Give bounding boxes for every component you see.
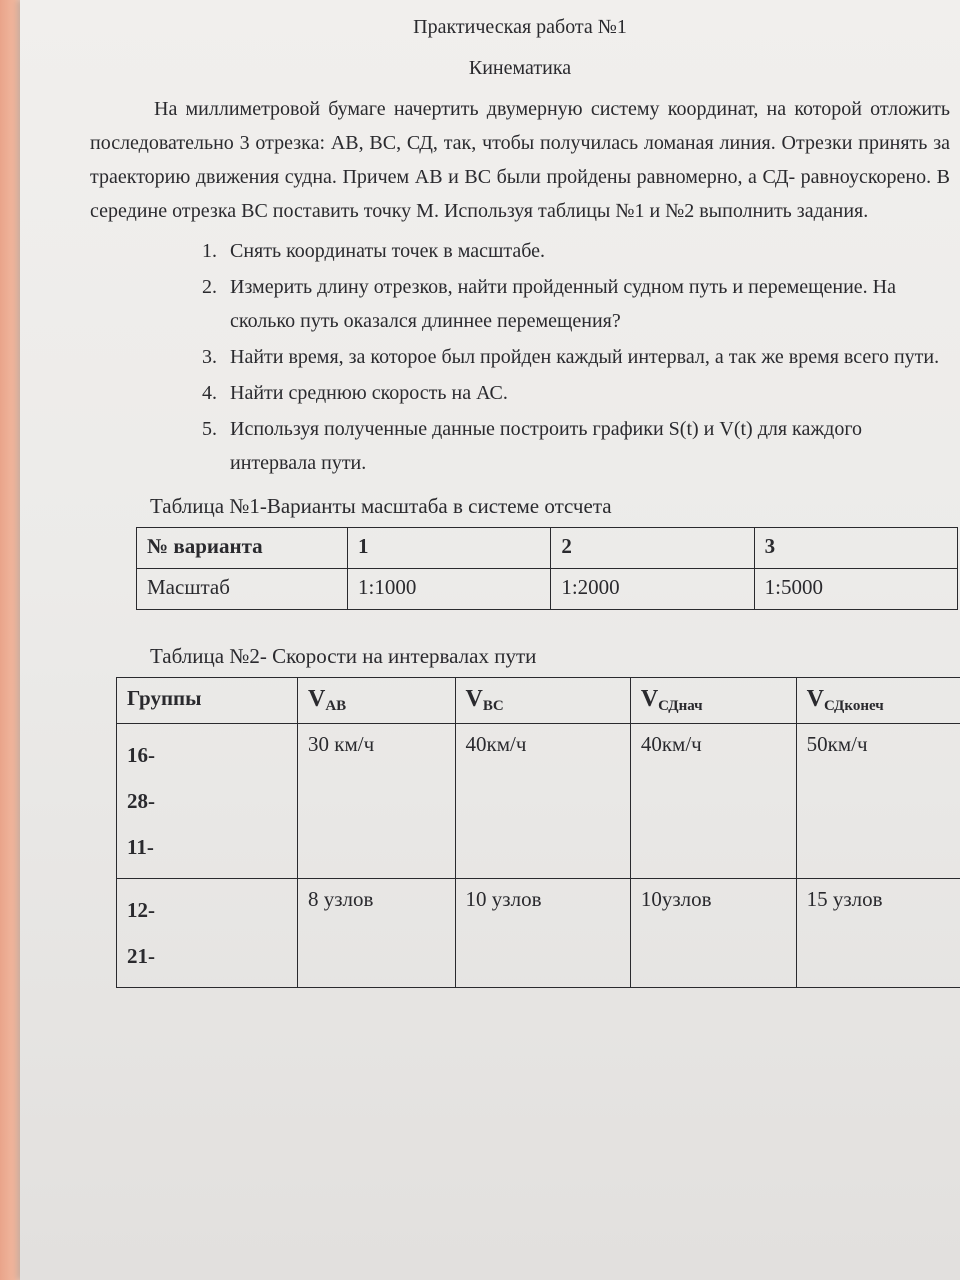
table-cell: 10 узлов <box>455 879 630 988</box>
table-cell: 8 узлов <box>298 879 456 988</box>
table-cell: 40км/ч <box>630 724 796 879</box>
table-cell: Масштаб <box>137 569 348 610</box>
table2-caption: Таблица №2- Скорости на интервалах пути <box>150 644 537 668</box>
table-cell: 30 км/ч <box>298 724 456 879</box>
group-number: 12- <box>127 898 155 922</box>
group-number: 21- <box>127 944 155 968</box>
task-list <box>90 234 950 480</box>
table-header-cell: 2 <box>551 528 754 569</box>
task-item: 4. Найти среднюю скорость на АС. <box>222 376 950 410</box>
speed-subscript: СДнач <box>658 698 703 714</box>
table-header-cell: 1 <box>348 528 551 569</box>
scale-variants-table <box>136 527 958 610</box>
speed-subscript: AB <box>325 698 347 714</box>
task-item: 1. Снять координаты точек в масштабе. <box>222 234 950 268</box>
speed-header-cell <box>796 678 960 724</box>
page-subtitle: Кинематика <box>468 57 572 79</box>
table-header-row <box>117 678 960 724</box>
speed-subscript: СДконеч <box>823 698 884 714</box>
document-page <box>20 0 960 1280</box>
speed-subscript: BC <box>482 698 504 714</box>
task-item: 5. Используя полученные данные построить графики S(t) и V(t) для каждого интервала пути. <box>222 412 950 480</box>
table-header-row <box>137 528 958 569</box>
table-header-cell: 3 <box>754 528 957 569</box>
table-cell: 10узлов <box>630 879 796 988</box>
table-header-cell: № варианта <box>137 528 348 569</box>
table-cell: 1:5000 <box>754 569 957 610</box>
table1-caption: Таблица №1-Варианты масштаба в системе отсчета <box>150 494 612 518</box>
intro-paragraph: На миллиметровой бумаге начертить двумерную систему координат, на которой отложить последовательно 3 отрезка: АВ, ВС, СД, так, чтобы получилась ломаная линия. Отрезки принять за траекторию движения судна. Причем АВ и ВС были пройдены равномерно, а СД- равноускорено. В середине отрезка ВС поставить точку М. Используя таблицы №1 и №2 выполнить задания. <box>90 98 950 222</box>
table-cell: 50км/ч <box>796 724 960 879</box>
table-row <box>137 569 958 610</box>
group-number: 16- <box>127 743 155 767</box>
speed-symbol: V <box>308 686 326 712</box>
table-row <box>117 724 960 879</box>
groups-cell <box>117 879 298 988</box>
speed-symbol: V <box>806 686 824 712</box>
page-content <box>90 10 950 988</box>
speed-symbol: V <box>465 686 483 712</box>
groups-cell <box>117 724 298 879</box>
group-number: 28- <box>127 789 155 813</box>
task-item: 3. Найти время, за которое был пройден каждый интервал, а так же время всего пути. <box>222 340 950 374</box>
task-item: 2. Измерить длину отрезков, найти пройденный судном путь и перемещение. На сколько путь оказался длиннее перемещения? <box>222 270 950 338</box>
groups-header-cell: Группы <box>117 678 298 724</box>
table-cell: 40км/ч <box>455 724 630 879</box>
table-cell: 15 узлов <box>796 879 960 988</box>
speed-header-cell <box>630 678 796 724</box>
table-cell: 1:1000 <box>348 569 551 610</box>
table-row <box>117 879 960 988</box>
speed-header-cell <box>455 678 630 724</box>
table-cell: 1:2000 <box>551 569 754 610</box>
speed-header-cell <box>298 678 456 724</box>
speed-symbol: V <box>640 686 659 712</box>
speeds-table <box>116 677 960 988</box>
page-title: Практическая работа №1 <box>413 16 627 38</box>
group-number: 11- <box>127 835 154 859</box>
